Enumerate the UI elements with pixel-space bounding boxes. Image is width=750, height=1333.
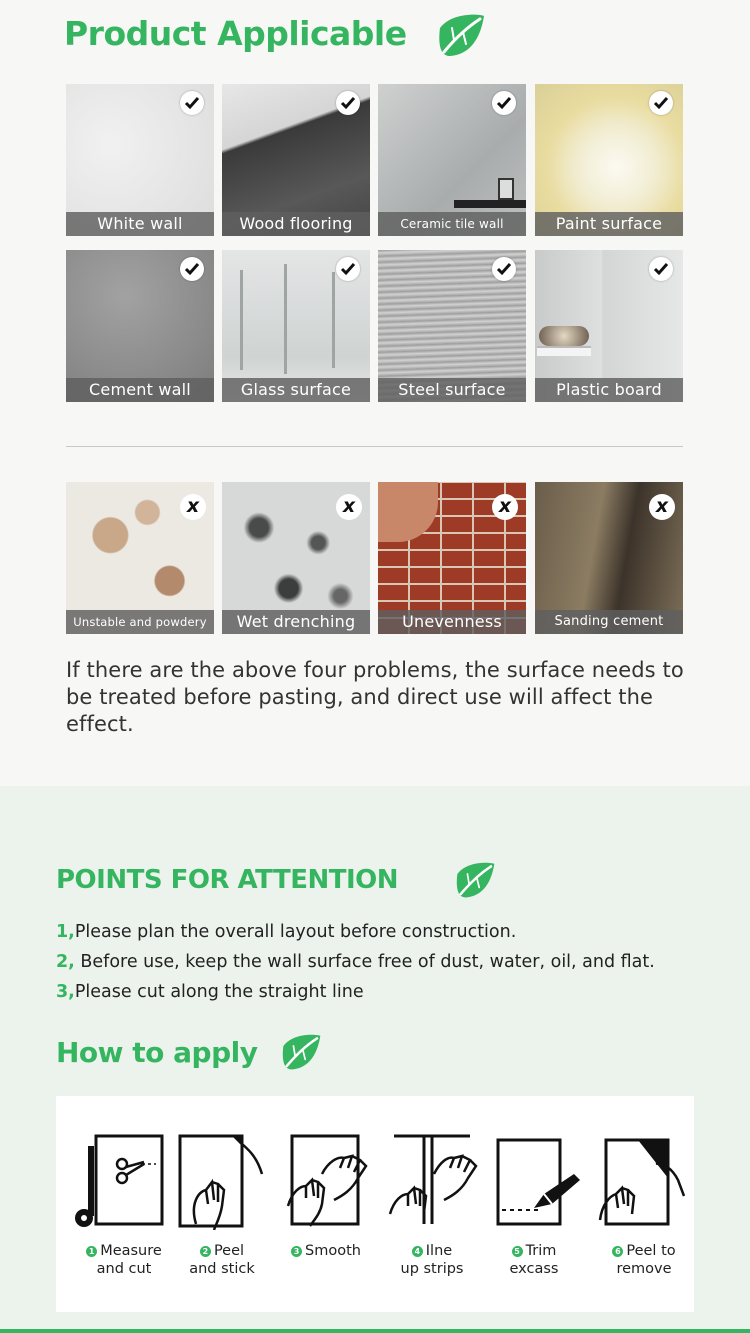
tile-sanding-cement	[535, 482, 683, 634]
attention-point: 2, Before use, keep the wall surface free of dust, water, oil, and flat.	[56, 952, 655, 972]
tile-cement-wall	[66, 250, 214, 402]
check-icon	[180, 257, 204, 281]
tile-label: Paint surface	[535, 212, 683, 236]
leaf-icon	[454, 862, 496, 901]
step-label: 4 Ilne up strips	[400, 1243, 464, 1277]
tile-label: Ceramic tile wall	[378, 212, 526, 236]
tile-wood-flooring	[222, 84, 370, 236]
tile-label: Unevenness	[378, 610, 526, 634]
plaster-patch	[378, 482, 438, 542]
step-label: 5 Trim excass	[509, 1243, 559, 1277]
tile-ceramic-tile-wall	[378, 84, 526, 236]
applicable-title: Product Applicable	[64, 14, 407, 53]
trim-excess-illustration	[494, 1134, 586, 1230]
attention-point: 3,Please cut along the straight line	[56, 982, 364, 1002]
surface-note: If there are the above four problems, the surface needs to be treated before pasting, and direct use will affect the effect.	[66, 658, 684, 736]
tile-label: Sanding cement	[535, 610, 683, 634]
tile-label: Wet drenching	[222, 610, 370, 634]
tile-label: Steel surface	[378, 378, 526, 402]
peel-stick-illustration	[176, 1134, 272, 1230]
smooth-illustration	[282, 1134, 374, 1230]
attention-title: POINTS FOR ATTENTION	[56, 865, 399, 895]
tile-label: Glass surface	[222, 378, 370, 402]
tile-glass-surface	[222, 250, 370, 402]
check-icon	[336, 91, 360, 115]
x-icon: x	[649, 494, 675, 520]
glass-frame	[332, 272, 335, 368]
x-icon: x	[336, 494, 362, 520]
tile-steel-surface	[378, 250, 526, 402]
attention-points	[56, 917, 655, 1007]
plant-pot	[537, 346, 591, 356]
step-label: 1 Measure and cut	[78, 1242, 170, 1278]
divider	[66, 446, 683, 447]
how-to-title: How to apply	[56, 1036, 258, 1069]
check-icon	[336, 257, 360, 281]
tile-label: White wall	[66, 212, 214, 236]
peel-remove-illustration	[596, 1134, 692, 1230]
tile-wet-drenching	[222, 482, 370, 634]
x-icon: x	[492, 494, 518, 520]
check-icon	[649, 257, 673, 281]
check-icon	[492, 257, 516, 281]
glass-frame	[284, 264, 287, 374]
plant	[539, 326, 589, 346]
shelf	[454, 200, 526, 208]
leaf-icon	[436, 14, 486, 60]
footer-accent-line	[0, 1329, 750, 1333]
tile-unstable-powdery	[66, 482, 214, 634]
leaf-icon	[280, 1034, 322, 1073]
tile-label: Plastic board	[535, 378, 683, 402]
shelf-item	[498, 178, 514, 200]
attention-point: 1,Please plan the overall layout before construction.	[56, 922, 517, 942]
measure-cut-illustration	[74, 1134, 166, 1230]
check-icon	[649, 91, 673, 115]
step-label: 2 Peel and stick	[189, 1243, 255, 1277]
tile-label: Cement wall	[66, 378, 214, 402]
tile-label: Unstable and powdery	[66, 610, 214, 634]
step-label: 3 Smooth	[280, 1242, 372, 1260]
glass-frame	[240, 270, 243, 370]
tile-plastic-board	[535, 250, 683, 402]
line-up-strips-illustration	[388, 1134, 480, 1230]
check-icon	[492, 91, 516, 115]
tile-paint-surface	[535, 84, 683, 236]
tile-unevenness	[378, 482, 526, 634]
tile-label: Wood flooring	[222, 212, 370, 236]
step-label: 6 Peel to remove	[596, 1242, 692, 1278]
tile-white-wall	[66, 84, 214, 236]
x-icon: x	[180, 494, 206, 520]
check-icon	[180, 91, 204, 115]
